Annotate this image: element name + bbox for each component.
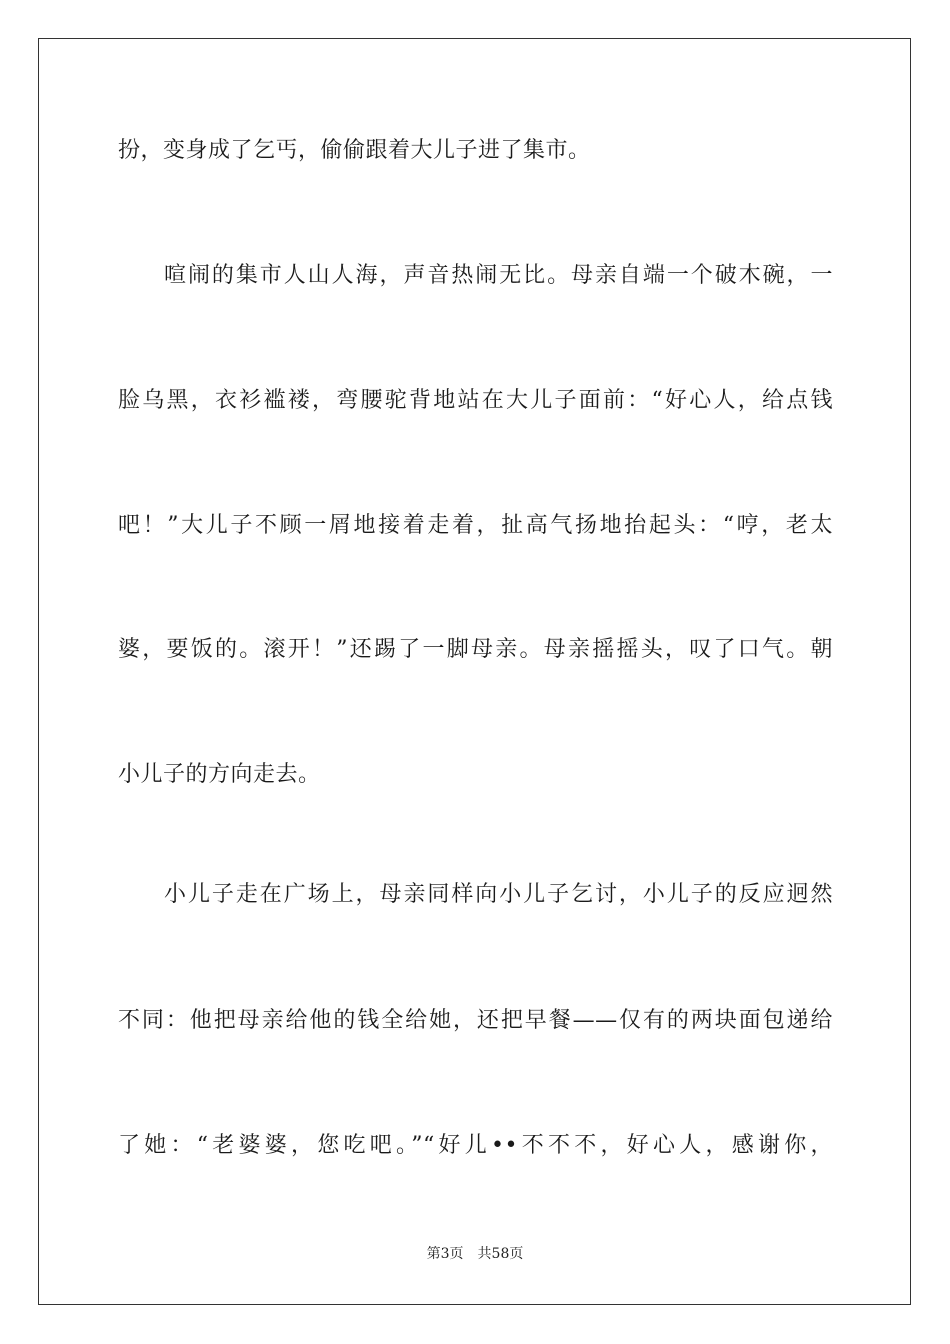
page-border bbox=[38, 38, 911, 1305]
text-line: 不同：他把母亲给他的钱全给她，还把早餐——仅有的两块面包递给 bbox=[118, 1008, 833, 1033]
page-number: 第3页 bbox=[426, 1246, 464, 1262]
text-line: 脸乌黑，衣衫褴褛，弯腰驼背地站在大儿子面前：“好心人，给点钱 bbox=[118, 388, 833, 413]
text-line: 吧！”大儿子不顾一屑地接着走着，扯高气扬地抬起头：“哼，老太 bbox=[118, 513, 833, 538]
text-line: 小儿子的方向走去。 bbox=[118, 762, 321, 787]
text-line: 了她：“老婆婆，您吃吧。”“好儿••不不不，好心人，感谢你， bbox=[118, 1133, 833, 1158]
text-line: 婆，要饭的。滚开！”还踢了一脚母亲。母亲摇摇头，叹了口气。朝 bbox=[118, 637, 833, 662]
page-footer bbox=[0, 1244, 950, 1264]
paragraph-start-line: 小儿子走在广场上，母亲同样向小儿子乞讨，小儿子的反应迥然 bbox=[164, 882, 833, 907]
text-line: 扮，变身成了乞丐，偷偷跟着大儿子进了集市。 bbox=[118, 138, 591, 163]
page-total: 共58页 bbox=[477, 1246, 524, 1262]
paragraph-start-line: 喧闹的集市人山人海，声音热闹无比。母亲自端一个破木碗，一 bbox=[164, 263, 833, 288]
